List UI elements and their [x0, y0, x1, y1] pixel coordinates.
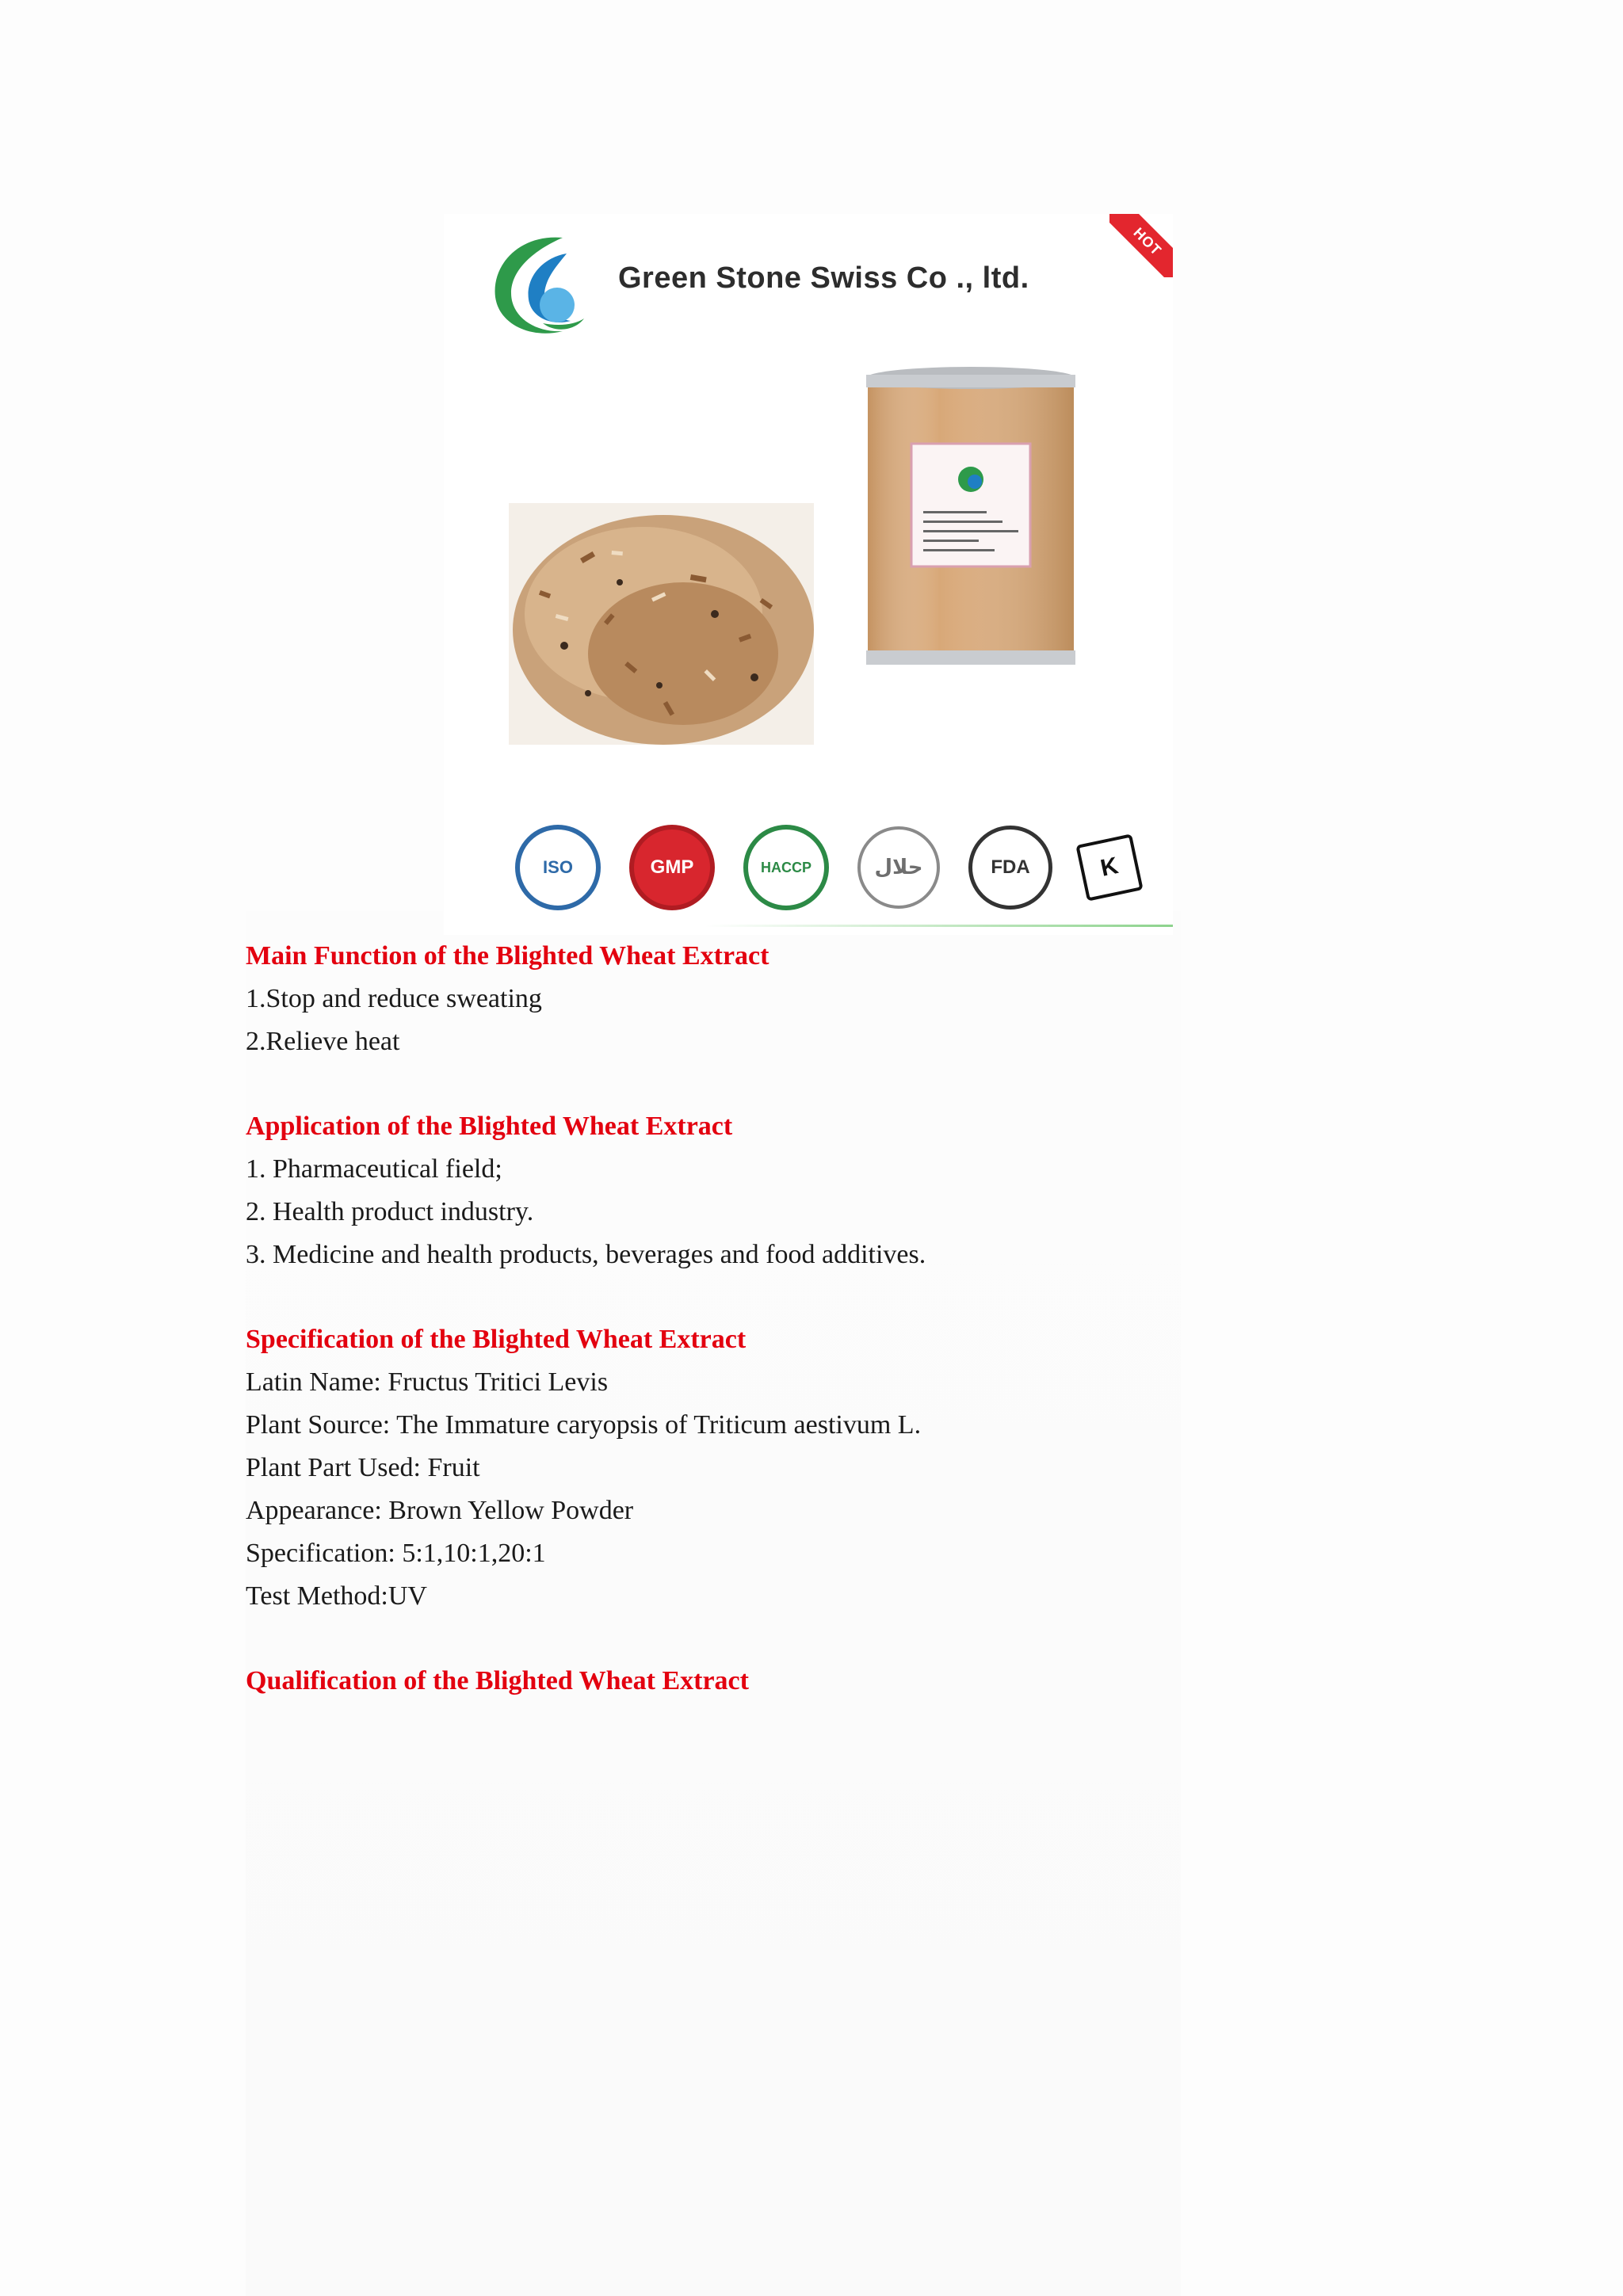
iso-cert-icon: ISO — [515, 825, 601, 910]
banner-divider — [705, 925, 1173, 927]
list-item: 1. Pharmaceutical field; — [246, 1154, 502, 1184]
list-item: 3. Medicine and health products, beverages and food additives. — [246, 1240, 926, 1269]
application-section — [246, 1105, 1276, 1276]
list-item: 1.Stop and reduce sweating — [246, 984, 542, 1013]
kosher-cert-icon: K — [1075, 833, 1143, 901]
gmp-cert-icon: GMP — [629, 825, 715, 910]
document-content — [246, 935, 1276, 1745]
spec-plant-part: Plant Part Used: Fruit — [246, 1453, 480, 1482]
qualification-section — [246, 1660, 1276, 1703]
dried-herb-pile-image — [509, 503, 814, 745]
qualification-heading: Qualification of the Blighted Wheat Extract — [246, 1666, 749, 1695]
application-heading: Application of the Blighted Wheat Extract — [246, 1112, 733, 1141]
spec-plant-source: Plant Source: The Immature caryopsis of Triticum aestivum L. — [246, 1410, 922, 1440]
main-function-heading: Main Function of the Blighted Wheat Extract — [246, 941, 769, 971]
fda-cert-icon: FDA — [968, 826, 1052, 910]
spec-ratio: Specification: 5:1,10:1,20:1 — [246, 1539, 546, 1568]
halal-cert-icon: حلال — [857, 826, 940, 909]
list-item: 2. Health product industry. — [246, 1197, 534, 1226]
spec-appearance: Appearance: Brown Yellow Powder — [246, 1496, 634, 1525]
company-logo-icon — [487, 230, 590, 341]
product-banner-image — [444, 214, 1173, 935]
specification-heading: Specification of the Blighted Wheat Extract — [246, 1325, 747, 1354]
product-drum-image — [852, 360, 1090, 677]
list-item: 2.Relieve heat — [246, 1027, 400, 1056]
haccp-cert-icon: HACCP — [743, 825, 829, 910]
specification-section — [246, 1318, 1276, 1618]
certification-logos — [507, 824, 1165, 911]
spec-latin-name: Latin Name: Fructus Tritici Levis — [246, 1367, 609, 1397]
spec-test-method: Test Method:UV — [246, 1581, 427, 1611]
hot-badge — [1109, 214, 1173, 277]
hot-badge-label: HOT — [1109, 214, 1173, 277]
main-function-section — [246, 935, 1276, 1063]
company-name: Green Stone Swiss Co ., ltd. — [618, 261, 1029, 295]
